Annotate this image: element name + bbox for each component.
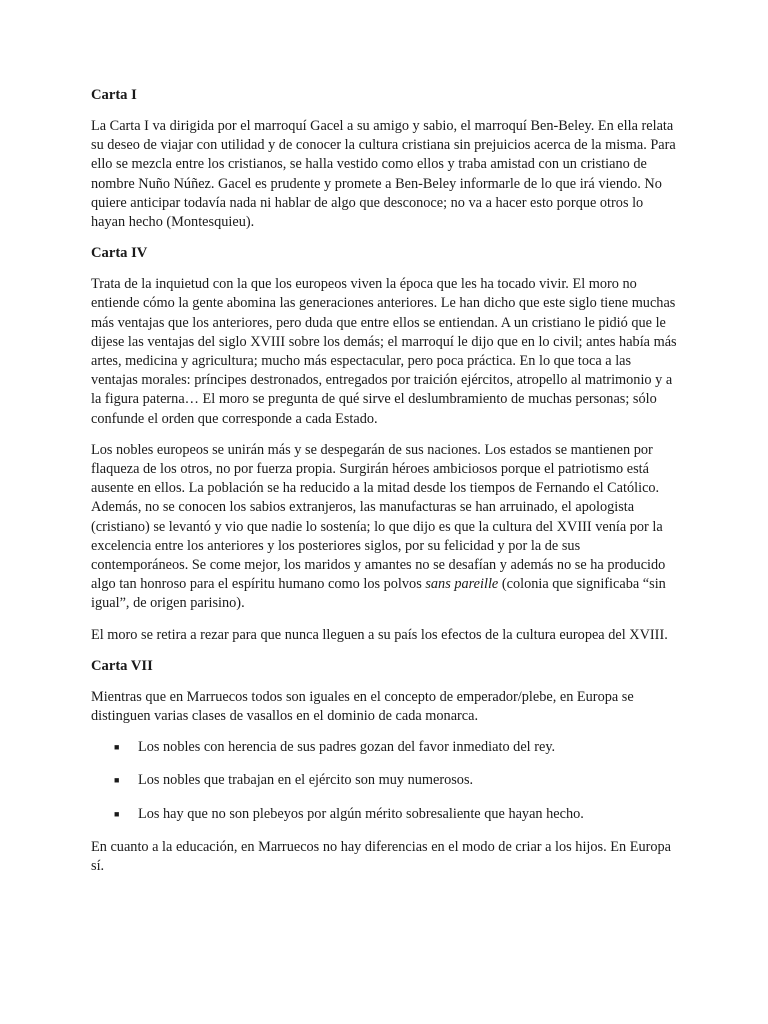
bullet-list xyxy=(91,738,679,824)
paragraph-text: Los nobles europeos se unirán más y se despegarán de sus naciones. Los estados se mantienen por flaqueza de los otros, no por fuerza propia. Surgirán héroes ambiciosos porque el patriotismo está ausente en ellos. La población se ha reducido a la mitad desde los tiempos de Fernando el Católico. Además, no se conocen los sabios extranjeros, las manufacturas se han arruinado, el apologista (cristiano) se levantó y vio que nadie lo sostenía; lo que dijo es que la cultura del XVIII venía por la excelencia entre los anteriores y los posteriores siglos, por su felicidad y por la de sus contemporáneos. Se come mejor, los maridos y amantes no se desafían y además no se ha producido algo tan honroso para el espíritu humano como los polvos xyxy=(91,441,666,593)
section-heading-carta-iv: Carta IV xyxy=(91,245,148,262)
list-item-text: Los hay que no son plebeyos por algún mérito sobresaliente que hayan hecho. xyxy=(138,805,584,822)
section-heading-carta-i: Carta I xyxy=(91,87,137,103)
list-item xyxy=(91,771,679,790)
paragraph: Trata de la inquietud con la que los europeos viven la época que les ha tocado vivir. El moro no entiende cómo la gente abomina las generaciones anteriores. Le han dicho que este siglo tiene muchas más ventajas que los anteriores, pero duda que entre ellos se entiendan. A un cristiano le pidió que le dijese las ventajas del siglo XVIII sobre los demás; el marroquí le dijo que en lo civil; antes había más artes, medicina y agricultura; mucho más espectacular, pero poca práctica. En lo que toca a las ventajas morales: príncipes destronados, entregados por traición ejércitos, atropello al matrimonio y a la figura paterna… El moro se pregunta de qué sirve el deslumbramiento de muchas personas; sólo confunde el orden que corresponde a cada Estado. xyxy=(91,276,677,427)
paragraph: El moro se retira a rezar para que nunca lleguen a su país los efectos de la cultura europea del XVIII. xyxy=(91,626,668,643)
list-item-text: Los nobles que trabajan en el ejército son muy numerosos. xyxy=(138,772,474,789)
square-bullet-icon: ■ xyxy=(114,808,120,819)
list-item-text: Los nobles con herencia de sus padres gozan del favor inmediato del rey. xyxy=(138,739,556,756)
document-page xyxy=(91,78,679,888)
paragraph-text: (colonia que significaba “sin igual”, de origen parisino). xyxy=(91,576,666,612)
paragraph: En cuanto a la educación, en Marruecos no hay diferencias en el modo de criar a los hijos. En Europa sí. xyxy=(91,838,671,875)
section-heading-carta-vii: Carta VII xyxy=(91,657,153,674)
list-item xyxy=(91,738,679,757)
italic-term: sans pareille xyxy=(425,576,499,593)
list-item xyxy=(91,805,679,824)
paragraph xyxy=(91,441,679,614)
square-bullet-icon: ■ xyxy=(114,742,120,753)
paragraph: La Carta I va dirigida por el marroquí Gacel a su amigo y sabio, el marroquí Ben-Beley. En ella relata su deseo de viajar con utilidad y de conocer la cultura cristiana sin prejuicios acerca de la misma. Para ello se mezcla entre los cristianos, se halla vestido como ellos y traba amistad con un cristiano de nombre Nuño Núñez. Gacel es prudente y promete a Ben-Beley informarle de lo que irá viendo. No quiere anticipar todavía nada ni hablar de algo que desconoce; no va a hacer esto porque otros lo hayan hecho (Montesquieu). xyxy=(91,118,676,231)
square-bullet-icon: ■ xyxy=(114,775,120,786)
paragraph: Mientras que en Marruecos todos son iguales en el concepto de emperador/plebe, en Europa se distinguen varias clases de vasallos en el dominio de cada monarca. xyxy=(91,688,634,725)
